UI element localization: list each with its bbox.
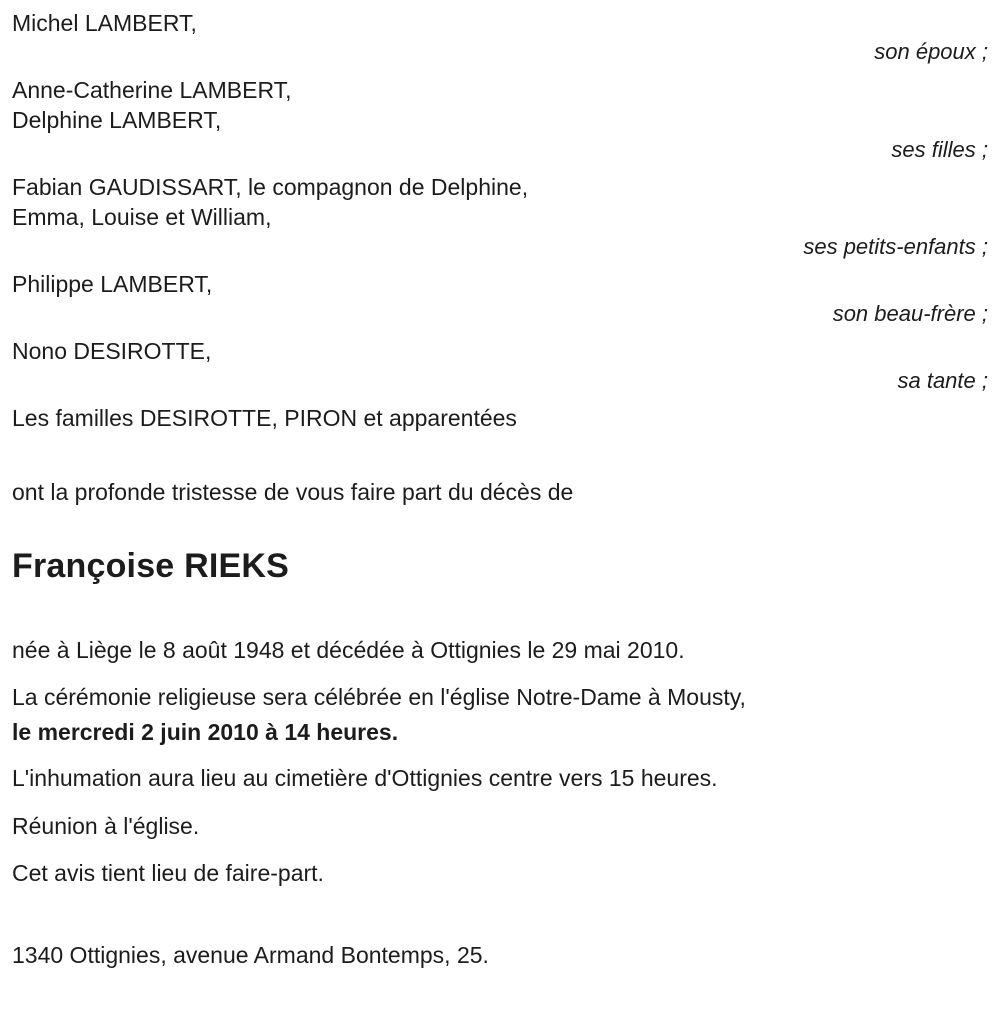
relative-name-line: Michel LAMBERT, <box>12 10 197 36</box>
relation-label: son beau-frère ; <box>832 300 988 326</box>
relative-group-daughters <box>12 75 988 163</box>
ceremony-line: La cérémonie religieuse sera célébrée en l'église Notre-Dame à Mousty, <box>12 684 746 711</box>
relative-name-line: Anne-Catherine LAMBERT, <box>12 76 292 103</box>
ceremony-paragraph <box>12 680 988 749</box>
notice-paragraph <box>12 856 988 892</box>
relative-group-spouse <box>12 8 988 66</box>
relative-name-line: Fabian GAUDISSART, le compagnon de Delphine, <box>12 174 529 201</box>
gathering-paragraph <box>12 809 988 845</box>
intro-line: ont la profonde tristesse de vous faire part du décès de <box>12 479 574 506</box>
relation-label: sa tante ; <box>897 367 988 393</box>
relative-group-brother-in-law <box>12 269 988 327</box>
relative-group-aunt <box>12 336 988 394</box>
relation-label: son époux ; <box>874 39 988 65</box>
relative-name-line: Delphine LAMBERT, <box>12 107 222 134</box>
relative-name-line: Nono DESIROTTE, <box>12 338 212 365</box>
families-line: Les familles DESIROTTE, PIRON et apparentées <box>12 405 517 432</box>
deceased-name: Françoise RIEKS <box>12 546 289 585</box>
relative-group-grandchildren <box>12 172 988 260</box>
burial-paragraph <box>12 761 988 797</box>
gathering-line: Réunion à l'église. <box>12 812 200 839</box>
address-line: 1340 Ottignies, avenue Armand Bontemps, 25. <box>12 942 489 969</box>
notice-line: Cet avis tient lieu de faire-part. <box>12 860 324 887</box>
relative-name-line: Philippe LAMBERT, <box>12 271 213 298</box>
relation-label: ses petits-enfants ; <box>803 233 988 259</box>
ceremony-datetime-line: le mercredi 2 juin 2010 à 14 heures. <box>12 718 399 745</box>
life-dates-line: née à Liège le 8 août 1948 et décédée à Ottignies le 29 mai 2010. <box>12 636 685 663</box>
relative-name-line: Emma, Louise et William, <box>12 204 272 231</box>
life-dates-paragraph <box>12 633 988 669</box>
relation-label: ses filles ; <box>891 136 988 162</box>
burial-line: L'inhumation aura lieu au cimetière d'Ottignies centre vers 15 heures. <box>12 765 718 792</box>
